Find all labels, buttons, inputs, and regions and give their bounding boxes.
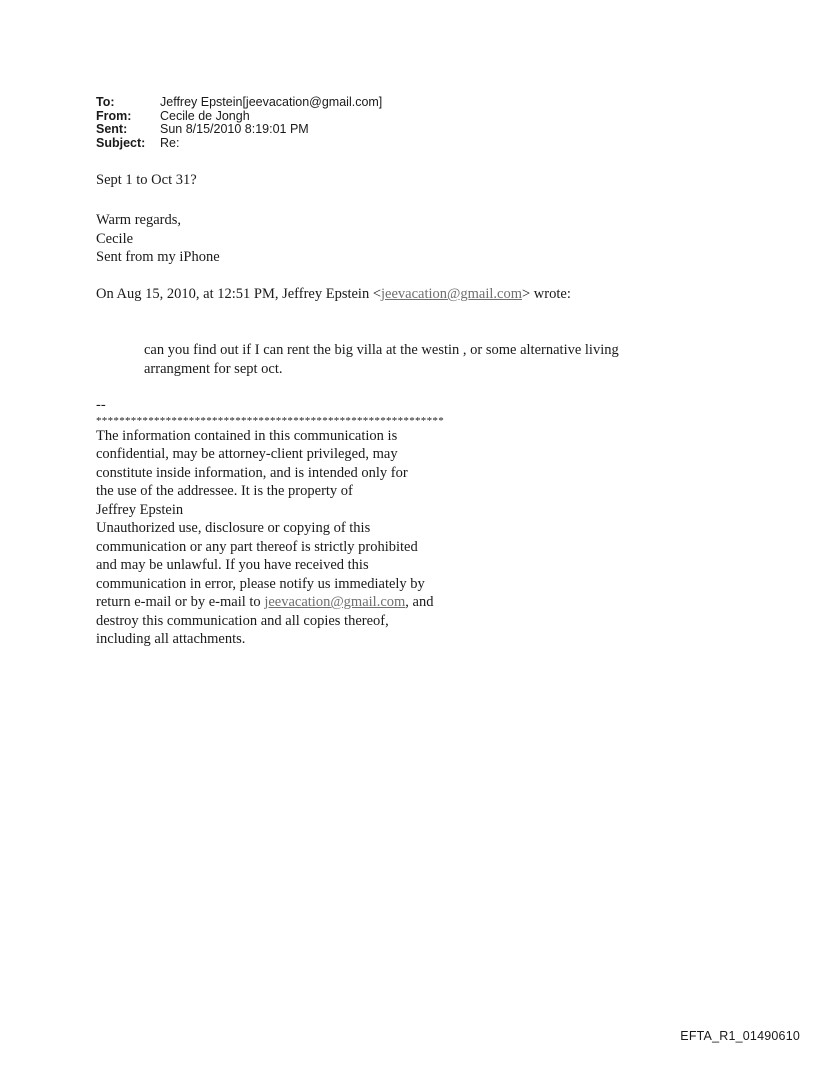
sent-label: Sent: [96,122,128,136]
disclaimer-line: the use of the addressee. It is the property of [96,483,353,499]
reply-email-link[interactable]: jeevacation@gmail.com [381,286,522,302]
reply-line [96,285,571,304]
from-value: Cecile de Jongh [160,108,250,123]
disclaimer-line: communication or any part thereof is strictly prohibited [96,538,418,555]
signoff-text: Warm regards, [96,212,181,228]
sent-row [96,123,382,137]
from-row [96,110,382,124]
sender-name: Cecile [96,230,134,247]
stars-divider: ************************************************************ [96,414,444,427]
subject-row [96,137,382,151]
disclaimer-email-link[interactable]: jeevacation@gmail.com [264,594,406,610]
disclaimer-block [96,396,444,649]
reply-suffix: > wrote: [522,286,571,302]
to-row [96,96,382,110]
disclaimer-line: The information contained in this communication is [96,427,398,444]
disclaimer-line: constitute inside information, and is intended only for [96,464,408,481]
sent-value: Sun 8/15/2010 8:19:01 PM [160,122,309,136]
document-id: EFTA_R1_01490610 [680,1029,800,1043]
quoted-message: can you find out if I can rent the big villa at the westin , or some alternative living arrangment for sept oct. [144,342,619,377]
reply-attribution [96,285,571,304]
to-label: To: [96,95,115,109]
subject-value: Re: [160,135,180,150]
device-line: Sent from my iPhone [96,249,220,265]
subject-label: Subject: [96,135,146,150]
disclaimer-line: and may be unlawful. If you have received this [96,557,369,573]
signature-dashes: -- [96,397,106,413]
reply-prefix: On Aug 15, 2010, at 12:51 PM, Jeffrey Epstein < [96,286,382,302]
from-label: From: [96,108,132,123]
disclaimer-email-prefix: return e-mail or by e-mail to [96,594,265,610]
disclaimer-line: destroy this communication and all copies thereof, [96,612,389,629]
disclaimer-email-line [96,593,444,612]
message-body [96,171,197,190]
disclaimer-line: Jeffrey Epstein [96,501,184,518]
disclaimer-line: Unauthorized use, disclosure or copying of this [96,520,371,536]
disclaimer-email-suffix: , and [405,594,434,610]
disclaimer-line: including all attachments. [96,631,246,647]
disclaimer-line: confidential, may be attorney-client privileged, may [96,446,398,462]
message-line: Sept 1 to Oct 31? [96,172,197,188]
to-value: Jeffrey Epstein[jeevacation@gmail.com] [160,95,383,109]
signature-block [96,211,220,267]
email-header [96,96,382,150]
disclaimer-line: communication in error, please notify us immediately by [96,575,425,592]
